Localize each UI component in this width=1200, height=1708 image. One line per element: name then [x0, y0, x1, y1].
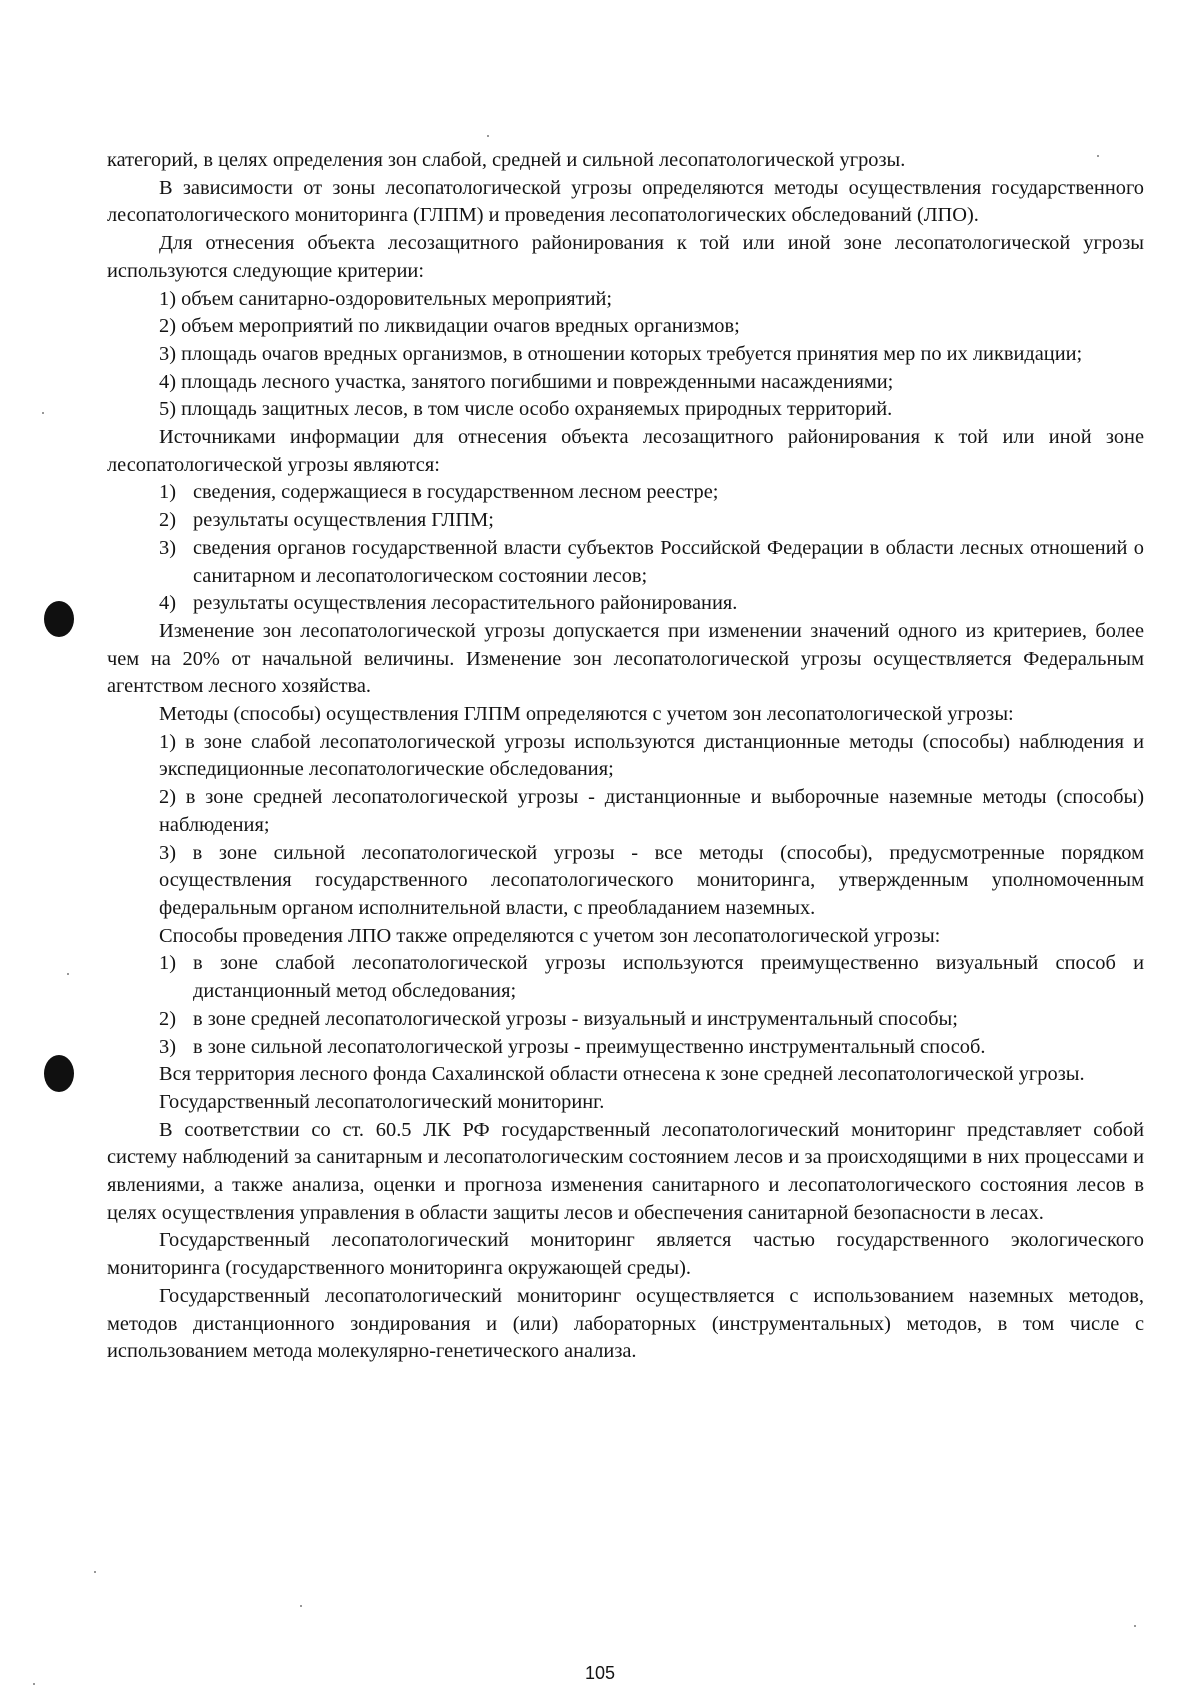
list-number: 3) — [159, 536, 176, 559]
page-number: 105 — [584, 1663, 616, 1683]
paragraph-criteria-intro: Для отнесения объекта лесозащитного районирования к той или иной зоне лесопатологической угрозы используются следующие критерии: — [107, 232, 1144, 282]
scan-speck — [1134, 1625, 1136, 1627]
list-text: в зоне слабой лесопатологической угрозы используются преимущественно визуальный способ и дистанционный метод обследования; — [193, 952, 1144, 1003]
punch-hole — [44, 1055, 74, 1092]
list-text: результаты осуществления лесорастительного районирования. — [193, 592, 738, 615]
list-text: в зоне средней лесопатологической угрозы - визуальный и инструментальный способы; — [193, 1007, 958, 1030]
list-number: 1) — [159, 952, 176, 975]
punch-hole — [44, 601, 74, 637]
list-number: 1) — [159, 481, 176, 504]
list-text: в зоне сильной лесопатологической угрозы - преимущественно инструментальный способ. — [193, 1035, 986, 1058]
glpm-method-item: 3) в зоне сильной лесопатологической угрозы - все методы (способы), предусмотренные порядком осуществления государственного лесопатологического мониторинга, утвержденным уполномоченным федеральным органом исполнительной власти, с преобладанием наземных. — [159, 841, 1144, 919]
lpo-list-item — [107, 950, 1144, 1005]
paragraph-continuation: категорий, в целях определения зон слабой, средней и сильной лесопатологической угрозы. — [107, 149, 906, 171]
paragraph-sakhalin-zone: Вся территория лесного фонда Сахалинской области отнесена к зоне средней лесопатологической угрозы. — [159, 1063, 1085, 1086]
sources-list-item — [107, 535, 1144, 590]
sources-list-item — [107, 590, 1144, 618]
criteria-item: 3) площадь очагов вредных организмов, в отношении которых требуется принятия мер по их ликвидации; — [159, 342, 1083, 365]
scan-speck — [42, 412, 44, 414]
glpm-method-item: 1) в зоне слабой лесопатологической угрозы используются дистанционные методы (способы) наблюдения и экспедиционные лесопатологические обследования; — [159, 730, 1144, 781]
criteria-item: 2) объем мероприятий по ликвидации очагов вредных организмов; — [159, 315, 740, 338]
document-body — [107, 147, 1144, 1366]
lpo-list-item — [107, 1034, 1144, 1062]
scan-speck — [67, 973, 69, 975]
paragraph-glpm-definition: В соответствии со ст. 60.5 ЛК РФ государственный лесопатологический мониторинг представляет собой систему наблюдений за санитарным и лесопатологическим состоянием лесов и за происходящими в них процессами и явлениями, а также анализа, оценки и прогноза изменения санитарного и лесопатологического состояния лесов в целях осуществления управления в области защиты лесов и обеспечения санитарной безопасности в лесах. — [107, 1118, 1144, 1224]
paragraph-zone-change: Изменение зон лесопатологической угрозы допускается при изменении значений одного из критериев, более чем на 20% от начальной величины. Изменение зон лесопатологической угрозы осуществляется Федеральным агентством лесного хозяйства. — [107, 619, 1144, 698]
paragraph-glpm-implementation: Государственный лесопатологический мониторинг осуществляется с использованием наземных методов, методов дистанционного зондирования и (или) лабораторных (инструментальных) методов, в том числе с использованием метода молекулярно-генетического анализа. — [107, 1284, 1144, 1363]
paragraph-sources-intro: Источниками информации для отнесения объекта лесозащитного районирования к той или иной зоне лесопатологической угрозы являются: — [107, 426, 1144, 476]
scan-speck — [487, 135, 489, 137]
lpo-list-item — [107, 1006, 1144, 1034]
list-text: сведения органов государственной власти субъектов Российской Федерации в области лесных отношений о санитарном и лесопатологическом состоянии лесов; — [193, 536, 1144, 587]
list-number: 2) — [159, 509, 176, 532]
list-number: 3) — [159, 1035, 176, 1058]
scan-speck — [94, 1571, 96, 1573]
paragraph-lpo-intro: Способы проведения ЛПО также определяются с учетом зон лесопатологической угрозы: — [159, 924, 941, 947]
glpm-method-item: 2) в зоне средней лесопатологической угрозы - дистанционные и выборочные наземные методы (способы) наблюдения; — [159, 786, 1144, 836]
list-number: 4) — [159, 592, 176, 615]
paragraph-methods-intro: В зависимости от зоны лесопатологической угрозы определяются методы осуществления государственного лесопатологического мониторинга (ГЛПМ) и проведения лесопатологических обследований (ЛПО). — [107, 176, 1144, 227]
criteria-item: 4) площадь лесного участка, занятого погибшими и поврежденными насаждениями; — [159, 370, 894, 393]
sources-list-item — [107, 507, 1144, 535]
criteria-item: 5) площадь защитных лесов, в том числе особо охраняемых природных территорий. — [159, 398, 893, 421]
sources-list-item — [107, 479, 1144, 507]
criteria-item: 1) объем санитарно-оздоровительных мероприятий; — [159, 287, 613, 310]
paragraph-heading-glpm: Государственный лесопатологический мониторинг. — [159, 1090, 605, 1113]
list-number: 2) — [159, 1007, 176, 1030]
list-text: сведения, содержащиеся в государственном лесном реестре; — [193, 481, 719, 504]
paragraph-glpm-methods: Методы (способы) осуществления ГЛПМ определяются с учетом зон лесопатологической угрозы: — [159, 703, 1014, 726]
list-text: результаты осуществления ГЛПМ; — [193, 509, 494, 532]
paragraph-glpm-part: Государственный лесопатологический мониторинг является частью государственного экологического мониторинга (государственного мониторинга окружающей среды). — [107, 1229, 1144, 1280]
scan-speck — [300, 1605, 302, 1607]
